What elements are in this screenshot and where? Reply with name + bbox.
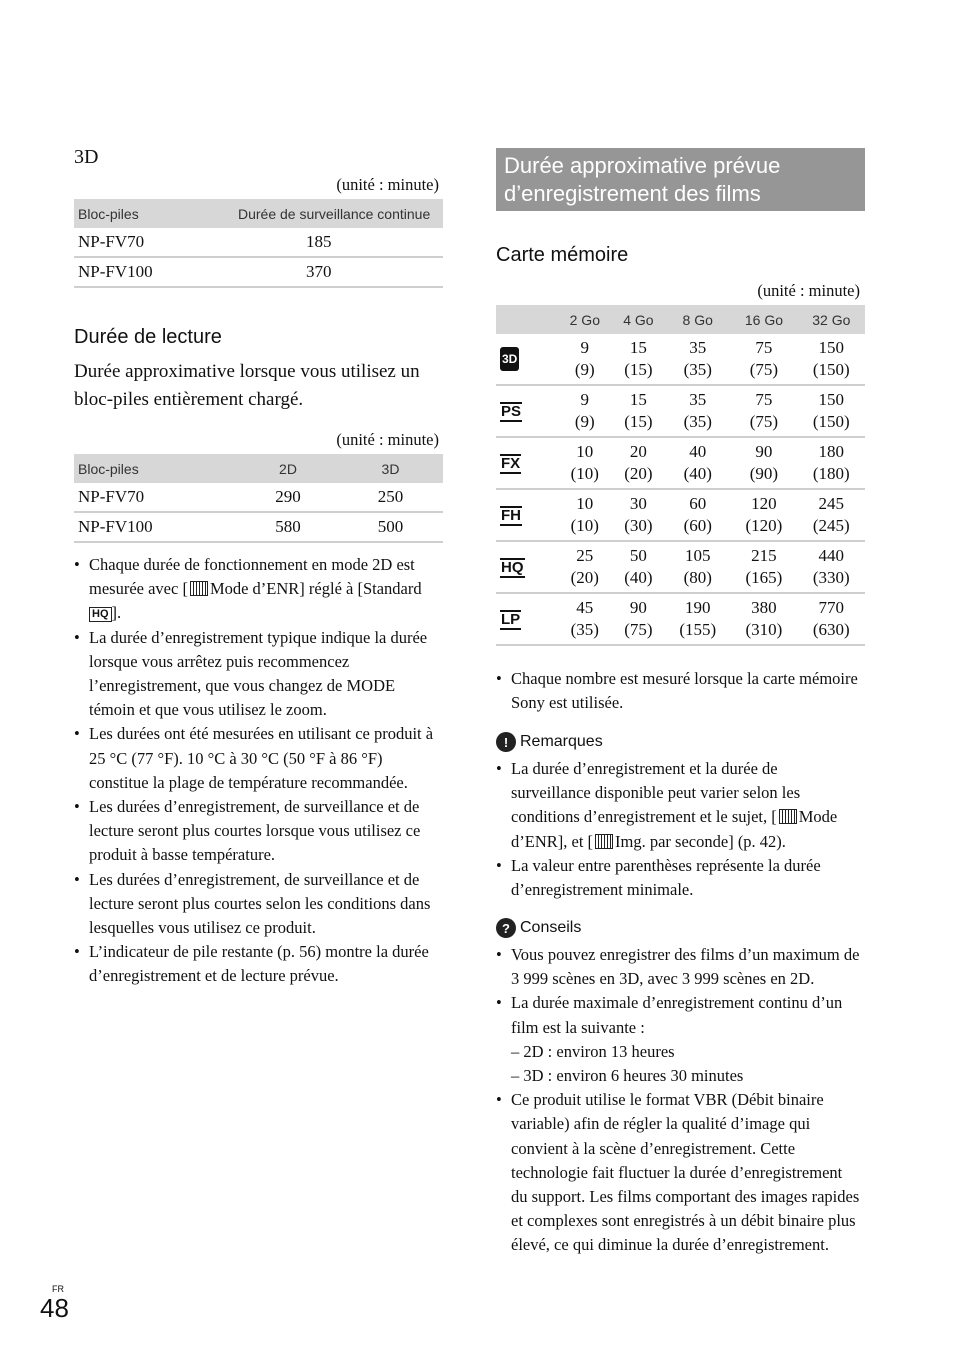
minimum-time: (9): [574, 360, 595, 379]
typical-time: 75: [755, 390, 773, 409]
minimum-time: (40): [683, 464, 712, 483]
col-header: 2 Go: [558, 305, 612, 334]
table-row: [496, 334, 865, 385]
3d-mode-icon: 3D: [500, 347, 519, 371]
mode-cell: [496, 489, 558, 541]
minimum-time: (20): [624, 464, 653, 483]
cell: 500: [338, 512, 443, 542]
typical-time: 380: [751, 598, 777, 617]
typical-time: 10: [576, 494, 594, 513]
cell: [730, 385, 797, 437]
tips-heading: [496, 918, 581, 938]
typical-time: 120: [751, 494, 777, 513]
typical-time: 9: [580, 390, 590, 409]
mode-cell: [496, 334, 558, 385]
minimum-time: (30): [624, 516, 653, 535]
typical-time: 40: [689, 442, 707, 461]
cell: [558, 437, 612, 489]
table-row: [496, 541, 865, 593]
minimum-time: (15): [624, 360, 653, 379]
typical-time: 150: [818, 338, 845, 357]
minimum-time: (155): [679, 620, 717, 639]
bullet-text: Chaque durée de fonctionnement en mode 2D est mesurée avec [: [89, 555, 415, 599]
cell: NP-FV100: [74, 257, 238, 287]
minimum-time: (90): [749, 464, 779, 483]
sony-note-list: [496, 667, 861, 715]
cell: [798, 334, 865, 385]
minimum-time: (150): [812, 360, 850, 379]
typical-time: 10: [576, 442, 594, 461]
table-row: [496, 489, 865, 541]
typical-time: 35: [689, 390, 707, 409]
cell: NP-FV70: [74, 483, 238, 512]
language-label: FR: [52, 1284, 64, 1294]
table-row: [496, 385, 865, 437]
fx-mode-icon: FX: [501, 455, 521, 472]
col-header: 4 Go: [612, 305, 666, 334]
remarks-heading-text: Remarques: [520, 733, 603, 750]
minimum-time: (75): [749, 360, 779, 379]
cell: [665, 489, 730, 541]
table-row: [74, 228, 443, 257]
typical-time: 770: [818, 598, 845, 617]
warning-icon: !: [496, 732, 516, 752]
minimum-time: (35): [683, 360, 712, 379]
page-number: 48: [40, 1293, 69, 1323]
lp-mode-icon: LP: [501, 611, 521, 628]
col-header: 8 Go: [665, 305, 730, 334]
typical-time: 9: [580, 338, 590, 357]
cell: [798, 541, 865, 593]
minimum-time: (80): [683, 568, 712, 587]
hq-icon: HQ: [89, 607, 112, 622]
mode-cell: [496, 593, 558, 645]
table-row: [496, 593, 865, 645]
minimum-time: (40): [624, 568, 653, 587]
typical-time: 45: [576, 598, 594, 617]
typical-time: 15: [629, 338, 647, 357]
cell: 290: [238, 483, 338, 512]
bullet-text: Mode d’ENR], et [: [511, 807, 838, 851]
minimum-time: (60): [683, 516, 712, 535]
tips-list: [496, 943, 861, 1258]
bullet-subline: – 3D : environ 6 heures 30 minutes: [511, 1066, 744, 1086]
minimum-time: (9): [574, 412, 595, 431]
minimum-time: (310): [745, 620, 783, 639]
list-item: [496, 757, 861, 854]
typical-time: 60: [689, 494, 707, 513]
typical-time: 20: [629, 442, 647, 461]
typical-time: 440: [818, 546, 845, 565]
film-icon: [190, 581, 208, 596]
cell: [612, 489, 666, 541]
table-row: [74, 257, 443, 287]
col-header: 2D: [238, 454, 338, 483]
cell: [798, 593, 865, 645]
mode-cell: [496, 541, 558, 593]
typical-time: 50: [629, 546, 647, 565]
typical-time: 25: [576, 546, 594, 565]
cell: 580: [238, 512, 338, 542]
minimum-time: (15): [624, 412, 653, 431]
cell: [612, 593, 666, 645]
col-header: 3D: [338, 454, 443, 483]
col-header: 16 Go: [730, 305, 797, 334]
cell: NP-FV70: [74, 228, 238, 257]
film-icon: [779, 809, 797, 824]
cell: [665, 334, 730, 385]
unit-label: (unité : minute): [757, 281, 860, 300]
remarks-heading: [496, 732, 603, 752]
cell: [558, 541, 612, 593]
recording-time-table: [496, 305, 865, 646]
minimum-time: (10): [570, 516, 599, 535]
cell: 370: [238, 257, 443, 287]
list-item: [74, 553, 434, 626]
cell: [612, 541, 666, 593]
fh-mode-icon: FH: [501, 507, 521, 524]
cell: [558, 385, 612, 437]
cell: [730, 541, 797, 593]
mode-cell: [496, 385, 558, 437]
typical-time: 150: [818, 390, 845, 409]
list-item: • Vous pouvez enregistrer des films d’un maximum de 3 999 scènes en 3D, avec 3 999 scènes en 2D.: [496, 943, 861, 991]
minimum-time: (245): [812, 516, 850, 535]
bullet-text: Mode d’ENR] réglé à [Standard: [209, 579, 422, 599]
col-header: [496, 305, 558, 334]
unit-label: (unité : minute): [336, 175, 439, 194]
minimum-time: (165): [745, 568, 783, 587]
typical-time: 30: [629, 494, 647, 513]
cell: [612, 437, 666, 489]
playback-time-table: [74, 454, 443, 543]
minimum-time: (120): [745, 516, 783, 535]
cell: 185: [238, 228, 443, 257]
section-banner: Durée approximative prévue d’enregistrement des films: [496, 148, 865, 211]
cell: [612, 334, 666, 385]
cell: [558, 593, 612, 645]
list-item: • L’indicateur de pile restante (p. 56) montre la durée d’enregistrement et de lecture prévue.: [74, 940, 434, 988]
playback-lead: Durée approximative lorsque vous utilisez un bloc-piles entièrement chargé.: [74, 361, 420, 410]
list-item: • La valeur entre parenthèses représente la durée d’enregistrement minimale.: [496, 854, 861, 902]
hq-mode-icon: HQ: [501, 559, 524, 576]
col-header: Durée de surveillance continue: [238, 199, 443, 228]
list-item: [496, 991, 861, 1088]
tips-heading-text: Conseils: [520, 919, 582, 936]
cell: [730, 437, 797, 489]
minimum-time: (35): [683, 412, 712, 431]
bullet-subline: – 2D : environ 13 heures: [511, 1041, 675, 1061]
typical-time: 180: [818, 442, 845, 461]
table-row: [74, 512, 443, 542]
col-header: Bloc-piles: [74, 454, 238, 483]
cell: NP-FV100: [74, 512, 238, 542]
bullet-text: • La durée maximale d’enregistrement continu d’un film est la suivante :: [511, 993, 843, 1037]
typical-time: 105: [684, 546, 711, 565]
cell: [798, 437, 865, 489]
cell: [730, 334, 797, 385]
typical-time: 245: [818, 494, 845, 513]
list-item: • Chaque nombre est mesuré lorsque la carte mémoire Sony est utilisée.: [496, 667, 861, 715]
list-item: • Les durées ont été mesurées en utilisant ce produit à 25 °C (77 °F). 10 °C à 30 °C (50 °F à 86 °F) constitue la plage de température recommandée.: [74, 722, 434, 795]
minimum-time: (20): [570, 568, 599, 587]
cell: [798, 385, 865, 437]
cell: [665, 437, 730, 489]
cell: [558, 334, 612, 385]
list-item: • Ce produit utilise le format VBR (Débit binaire variable) afin de régler la qualité d’image qui convient à la scène d’enregistrement. Cette technologie fait fluctuer la durée d’enregistrement du support. Les films comportant des images rapides et complexes sont enregistrés à un débit binaire plus élevé, ce qui diminue la durée d’enregistrement.: [496, 1088, 861, 1257]
cell: [558, 489, 612, 541]
cell: [612, 385, 666, 437]
remarks-list: [496, 757, 861, 902]
unit-label: (unité : minute): [336, 430, 439, 449]
cell: [665, 593, 730, 645]
col-header: 32 Go: [798, 305, 865, 334]
bullet-text: Img. par seconde] (p. 42).: [615, 831, 786, 851]
list-item: • La durée d’enregistrement typique indique la durée lorsque vous arrêtez puis recommencez l’enregistrement, que vous changez de MODE témoin et que vous utilisez le zoom.: [74, 626, 434, 723]
col-header: Bloc-piles: [74, 199, 238, 228]
lightbulb-icon: ?: [496, 918, 516, 938]
list-item: • Les durées d’enregistrement, de surveillance et de lecture seront plus courtes selon les conditions dans lesquelles vous utilisez ce produit.: [74, 868, 434, 941]
bullet-text: La durée d’enregistrement et la durée de surveillance disponible peut varier selon les conditions d’enregistrement et le sujet, [: [511, 759, 801, 827]
film-icon: [595, 834, 613, 849]
cell: [730, 593, 797, 645]
monitoring-time-table: [74, 199, 443, 288]
minimum-time: (10): [570, 464, 599, 483]
minimum-time: (75): [624, 620, 653, 639]
mode-cell: [496, 437, 558, 489]
bullet-text: ].: [111, 603, 122, 623]
table-row: [496, 437, 865, 489]
cell: [665, 385, 730, 437]
minimum-time: (180): [812, 464, 850, 483]
notes-list: [74, 553, 434, 989]
typical-time: 15: [629, 390, 647, 409]
cell: [665, 541, 730, 593]
typical-time: 90: [629, 598, 647, 617]
typical-time: 215: [751, 546, 777, 565]
playback-heading: Durée de lecture: [74, 326, 222, 348]
heading-3d: 3D: [74, 146, 99, 168]
table-row: [74, 483, 443, 512]
minimum-time: (75): [749, 412, 779, 431]
minimum-time: (150): [812, 412, 850, 431]
list-item: • Les durées d’enregistrement, de surveillance et de lecture seront plus courtes lorsque vous utilisez ce produit à basse température.: [74, 795, 434, 868]
typical-time: 90: [755, 442, 773, 461]
cell: [798, 489, 865, 541]
minimum-time: (630): [812, 620, 850, 639]
typical-time: 75: [755, 338, 773, 357]
typical-time: 35: [689, 338, 707, 357]
minimum-time: (35): [570, 620, 599, 639]
cell: [730, 489, 797, 541]
card-heading: Carte mémoire: [496, 244, 629, 266]
minimum-time: (330): [812, 568, 850, 587]
cell: 250: [338, 483, 443, 512]
ps-mode-icon: PS: [501, 403, 522, 420]
typical-time: 190: [684, 598, 711, 617]
